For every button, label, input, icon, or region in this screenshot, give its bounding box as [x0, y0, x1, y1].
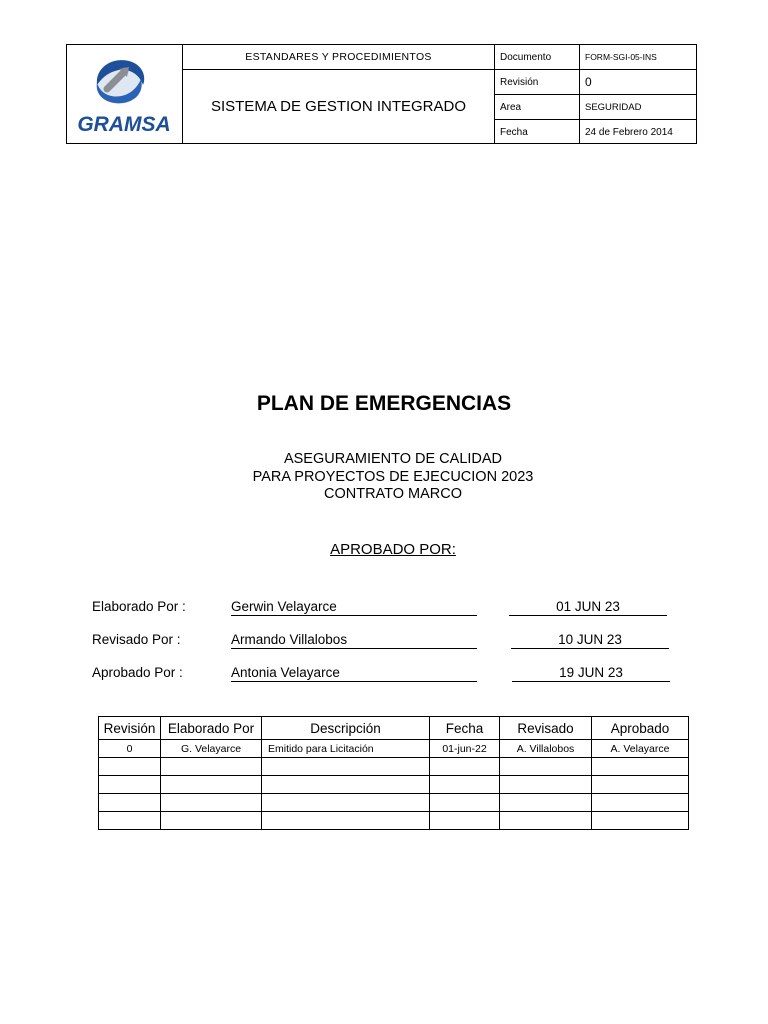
cell-elaborado — [161, 758, 262, 776]
cell-aprobado — [592, 812, 689, 830]
table-header-row — [99, 717, 689, 740]
table-row — [99, 776, 689, 794]
elaborado-name: Gerwin Velayarce — [231, 599, 477, 616]
cell-descripcion — [262, 758, 430, 776]
document-header — [66, 44, 697, 144]
cell-elaborado: G. Velayarce — [161, 740, 262, 758]
meta-label: Revisión — [495, 70, 580, 94]
logo-wordmark: GRAMSA — [77, 113, 171, 136]
col-header-descripcion: Descripción — [262, 717, 430, 740]
cell-aprobado: A. Velayarce — [592, 740, 689, 758]
subtitle-line-2: PARA PROYECTOS DE EJECUCION 2023 — [252, 469, 534, 485]
cell-descripcion — [262, 812, 430, 830]
cell-revision — [99, 812, 161, 830]
cell-descripcion — [262, 794, 430, 812]
cell-descripcion — [262, 776, 430, 794]
meta-row-fecha — [495, 120, 696, 144]
table-row — [99, 812, 689, 830]
revisado-date: 10 JUN 23 — [511, 632, 669, 649]
meta-row-area — [495, 95, 696, 120]
meta-label: Fecha — [495, 120, 580, 144]
subtitle-line-3: CONTRATO MARCO — [323, 486, 463, 502]
cell-revisado: A. Villalobos — [500, 740, 592, 758]
cell-revisado — [500, 794, 592, 812]
col-header-elaborado: Elaborado Por — [161, 717, 262, 740]
cell-revision — [99, 776, 161, 794]
meta-value: FORM-SGI-05-INS — [585, 52, 657, 62]
cell-aprobado — [592, 794, 689, 812]
document-title: PLAN DE EMERGENCIAS — [256, 392, 512, 415]
elaborado-label: Elaborado Por : — [92, 599, 186, 614]
logo-cell — [67, 45, 183, 143]
meta-value: SEGURIDAD — [585, 101, 642, 113]
meta-row-revision — [495, 70, 696, 95]
subtitle-line-1: ASEGURAMIENTO DE CALIDAD — [283, 451, 503, 467]
table-row — [99, 794, 689, 812]
meta-label: Documento — [495, 45, 580, 69]
revisado-label: Revisado Por : — [92, 632, 181, 647]
revisado-name: Armando Villalobos — [231, 632, 477, 649]
aprobado-date: 19 JUN 23 — [512, 665, 670, 682]
cell-revisado — [500, 758, 592, 776]
cell-fecha — [430, 776, 500, 794]
cell-aprobado — [592, 758, 689, 776]
cell-revision — [99, 758, 161, 776]
cell-elaborado — [161, 794, 262, 812]
cell-fecha — [430, 794, 500, 812]
aprobado-label: Aprobado Por : — [92, 665, 183, 680]
meta-row-documento — [495, 45, 696, 70]
col-header-revision: Revisión — [99, 717, 161, 740]
cell-revision — [99, 794, 161, 812]
cell-elaborado — [161, 776, 262, 794]
approved-heading: APROBADO POR: — [330, 541, 456, 558]
cell-fecha: 01-jun-22 — [430, 740, 500, 758]
aprobado-name: Antonia Velayarce — [231, 665, 477, 682]
cell-descripcion: Emitido para Licitación — [262, 740, 430, 758]
cell-revisado — [500, 776, 592, 794]
cell-elaborado — [161, 812, 262, 830]
doc-system-title: SISTEMA DE GESTION INTEGRADO — [183, 70, 495, 143]
cell-fecha — [430, 758, 500, 776]
col-header-aprobado: Aprobado — [592, 717, 689, 740]
table-row — [99, 758, 689, 776]
cell-revision: 0 — [99, 740, 161, 758]
doc-category: ESTANDARES Y PROCEDIMIENTOS — [183, 45, 495, 70]
meta-value: 24 de Febrero 2014 — [585, 126, 673, 138]
elaborado-date: 01 JUN 23 — [509, 599, 667, 616]
cell-aprobado — [592, 776, 689, 794]
table-row — [99, 740, 689, 758]
col-header-fecha: Fecha — [430, 717, 500, 740]
gramsa-logo — [67, 45, 182, 143]
cell-revisado — [500, 812, 592, 830]
cell-fecha — [430, 812, 500, 830]
col-header-revisado: Revisado — [500, 717, 592, 740]
meta-label: Area — [495, 95, 580, 119]
revision-table — [98, 716, 689, 830]
meta-value: 0 — [585, 75, 592, 89]
